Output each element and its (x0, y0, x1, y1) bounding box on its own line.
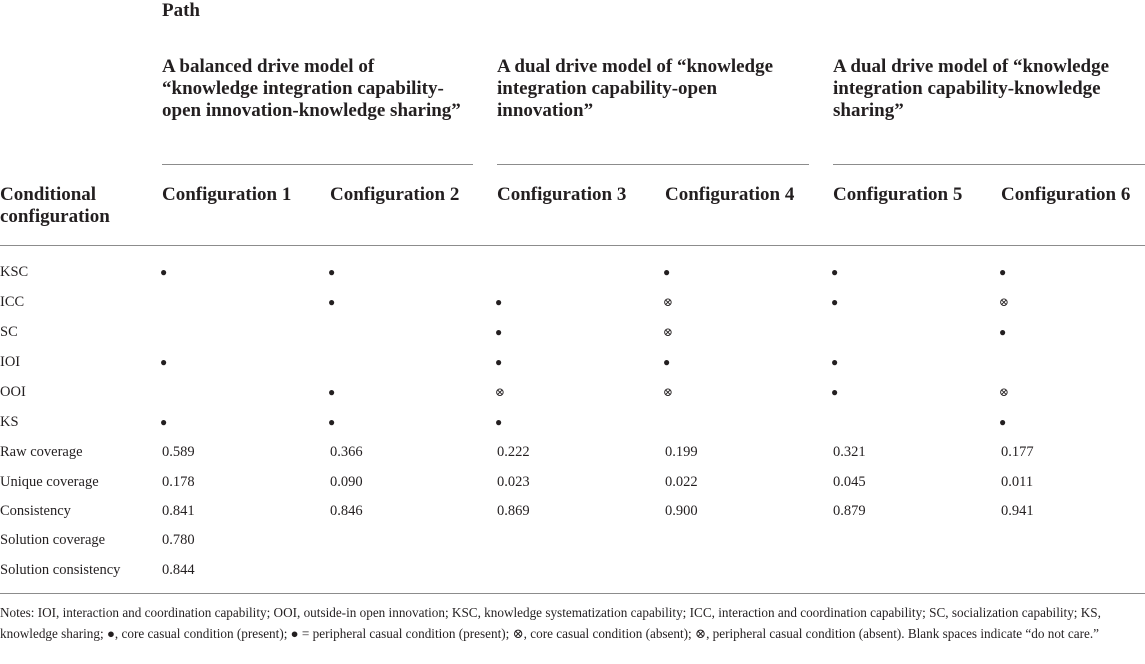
cell-ioi-c1: ● (160, 355, 168, 369)
cell-ooi-c5: ● (831, 385, 839, 399)
row-label-ioi: IOI (0, 354, 21, 370)
cell-icc-c3: ● (495, 295, 503, 309)
configuration-1-header: Configuration 1 (162, 184, 292, 205)
row-label-consistency: Consistency (0, 503, 71, 519)
cell-unique-coverage-c3: 0.023 (497, 474, 530, 490)
group-rule-2 (497, 164, 809, 165)
cell-ioi-c3: ● (495, 355, 503, 369)
cell-solution-coverage: 0.780 (162, 532, 195, 548)
cell-raw-coverage-c2: 0.366 (330, 444, 363, 460)
conditional-configuration-header: Conditional configuration (0, 184, 110, 227)
cell-consistency-c1: 0.841 (162, 503, 195, 519)
cell-sc-c4: ⊗ (663, 325, 674, 339)
cell-consistency-c6: 0.941 (1001, 503, 1034, 519)
table-bottom-rule (0, 593, 1145, 594)
header-rule (0, 245, 1145, 246)
cell-ioi-c4: ● (663, 355, 671, 369)
row-label-ks: KS (0, 414, 19, 430)
configuration-2-header: Configuration 2 (330, 184, 460, 205)
configuration-3-header: Configuration 3 (497, 184, 627, 205)
group-rule-3 (833, 164, 1145, 165)
cell-ioi-c5: ● (831, 355, 839, 369)
cell-consistency-c2: 0.846 (330, 503, 363, 519)
cell-ks-c3: ● (495, 415, 503, 429)
cell-ksc-c2: ● (328, 265, 336, 279)
cell-raw-coverage-c5: 0.321 (833, 444, 866, 460)
cell-solution-consistency: 0.844 (162, 562, 195, 578)
table-notes: Notes: IOI, interaction and coordination capability; OOI, outside-in open innovation; KSC, knowledge systematization capability; ICC, interaction and coordination capability; SC, socialization capability; KS, knowledge sharing; ●, core casual condition (present); ● = peripheral casual condition (present); ⊗, core casual condition (absent); ⊗, peripheral casual condition (absent). Blank spaces indicate “do not care.” (0, 605, 1101, 641)
cell-ooi-c6: ⊗ (999, 385, 1010, 399)
cell-icc-c4: ⊗ (663, 295, 674, 309)
row-label-unique-coverage: Unique coverage (0, 474, 99, 490)
cell-consistency-c4: 0.900 (665, 503, 698, 519)
row-label-raw-coverage: Raw coverage (0, 444, 83, 460)
cell-consistency-c5: 0.879 (833, 503, 866, 519)
group-header-dual-open-innovation: A dual drive model of “knowledge integration capability-open innovation” (497, 56, 774, 121)
row-label-sc: SC (0, 324, 18, 340)
cell-sc-c6: ● (999, 325, 1007, 339)
cell-unique-coverage-c2: 0.090 (330, 474, 363, 490)
cell-unique-coverage-c4: 0.022 (665, 474, 698, 490)
cell-raw-coverage-c4: 0.199 (665, 444, 698, 460)
cell-ksc-c4: ● (663, 265, 671, 279)
cell-ks-c6: ● (999, 415, 1007, 429)
cell-ooi-c4: ⊗ (663, 385, 674, 399)
cell-unique-coverage-c6: 0.011 (1001, 474, 1034, 490)
group-header-balanced: A balanced drive model of “knowledge integration capability-open innovation-knowledge sharing” (162, 56, 461, 121)
cell-icc-c5: ● (831, 295, 839, 309)
cell-ks-c1: ● (160, 415, 168, 429)
cell-unique-coverage-c1: 0.178 (162, 474, 195, 490)
configuration-4-header: Configuration 4 (665, 184, 795, 205)
path-header: Path (162, 0, 200, 21)
row-label-solution-consistency: Solution consistency (0, 562, 121, 578)
row-label-ooi: OOI (0, 384, 26, 400)
cell-consistency-c3: 0.869 (497, 503, 530, 519)
cell-ksc-c5: ● (831, 265, 839, 279)
cell-ks-c2: ● (328, 415, 336, 429)
cell-raw-coverage-c1: 0.589 (162, 444, 195, 460)
row-label-solution-coverage: Solution coverage (0, 532, 106, 548)
cell-ksc-c1: ● (160, 265, 168, 279)
cell-ooi-c3: ⊗ (495, 385, 506, 399)
cell-raw-coverage-c6: 0.177 (1001, 444, 1034, 460)
group-header-dual-knowledge-sharing: A dual drive model of “knowledge integration capability-knowledge sharing” (833, 56, 1110, 121)
configuration-6-header: Configuration 6 (1001, 184, 1131, 205)
cell-icc-c6: ⊗ (999, 295, 1010, 309)
row-label-ksc: KSC (0, 264, 29, 280)
cell-raw-coverage-c3: 0.222 (497, 444, 530, 460)
cell-ksc-c6: ● (999, 265, 1007, 279)
cell-unique-coverage-c5: 0.045 (833, 474, 866, 490)
cell-sc-c3: ● (495, 325, 503, 339)
configuration-5-header: Configuration 5 (833, 184, 963, 205)
cell-icc-c2: ● (328, 295, 336, 309)
group-rule-1 (162, 164, 473, 165)
cell-ooi-c2: ● (328, 385, 336, 399)
row-label-icc: ICC (0, 294, 25, 310)
